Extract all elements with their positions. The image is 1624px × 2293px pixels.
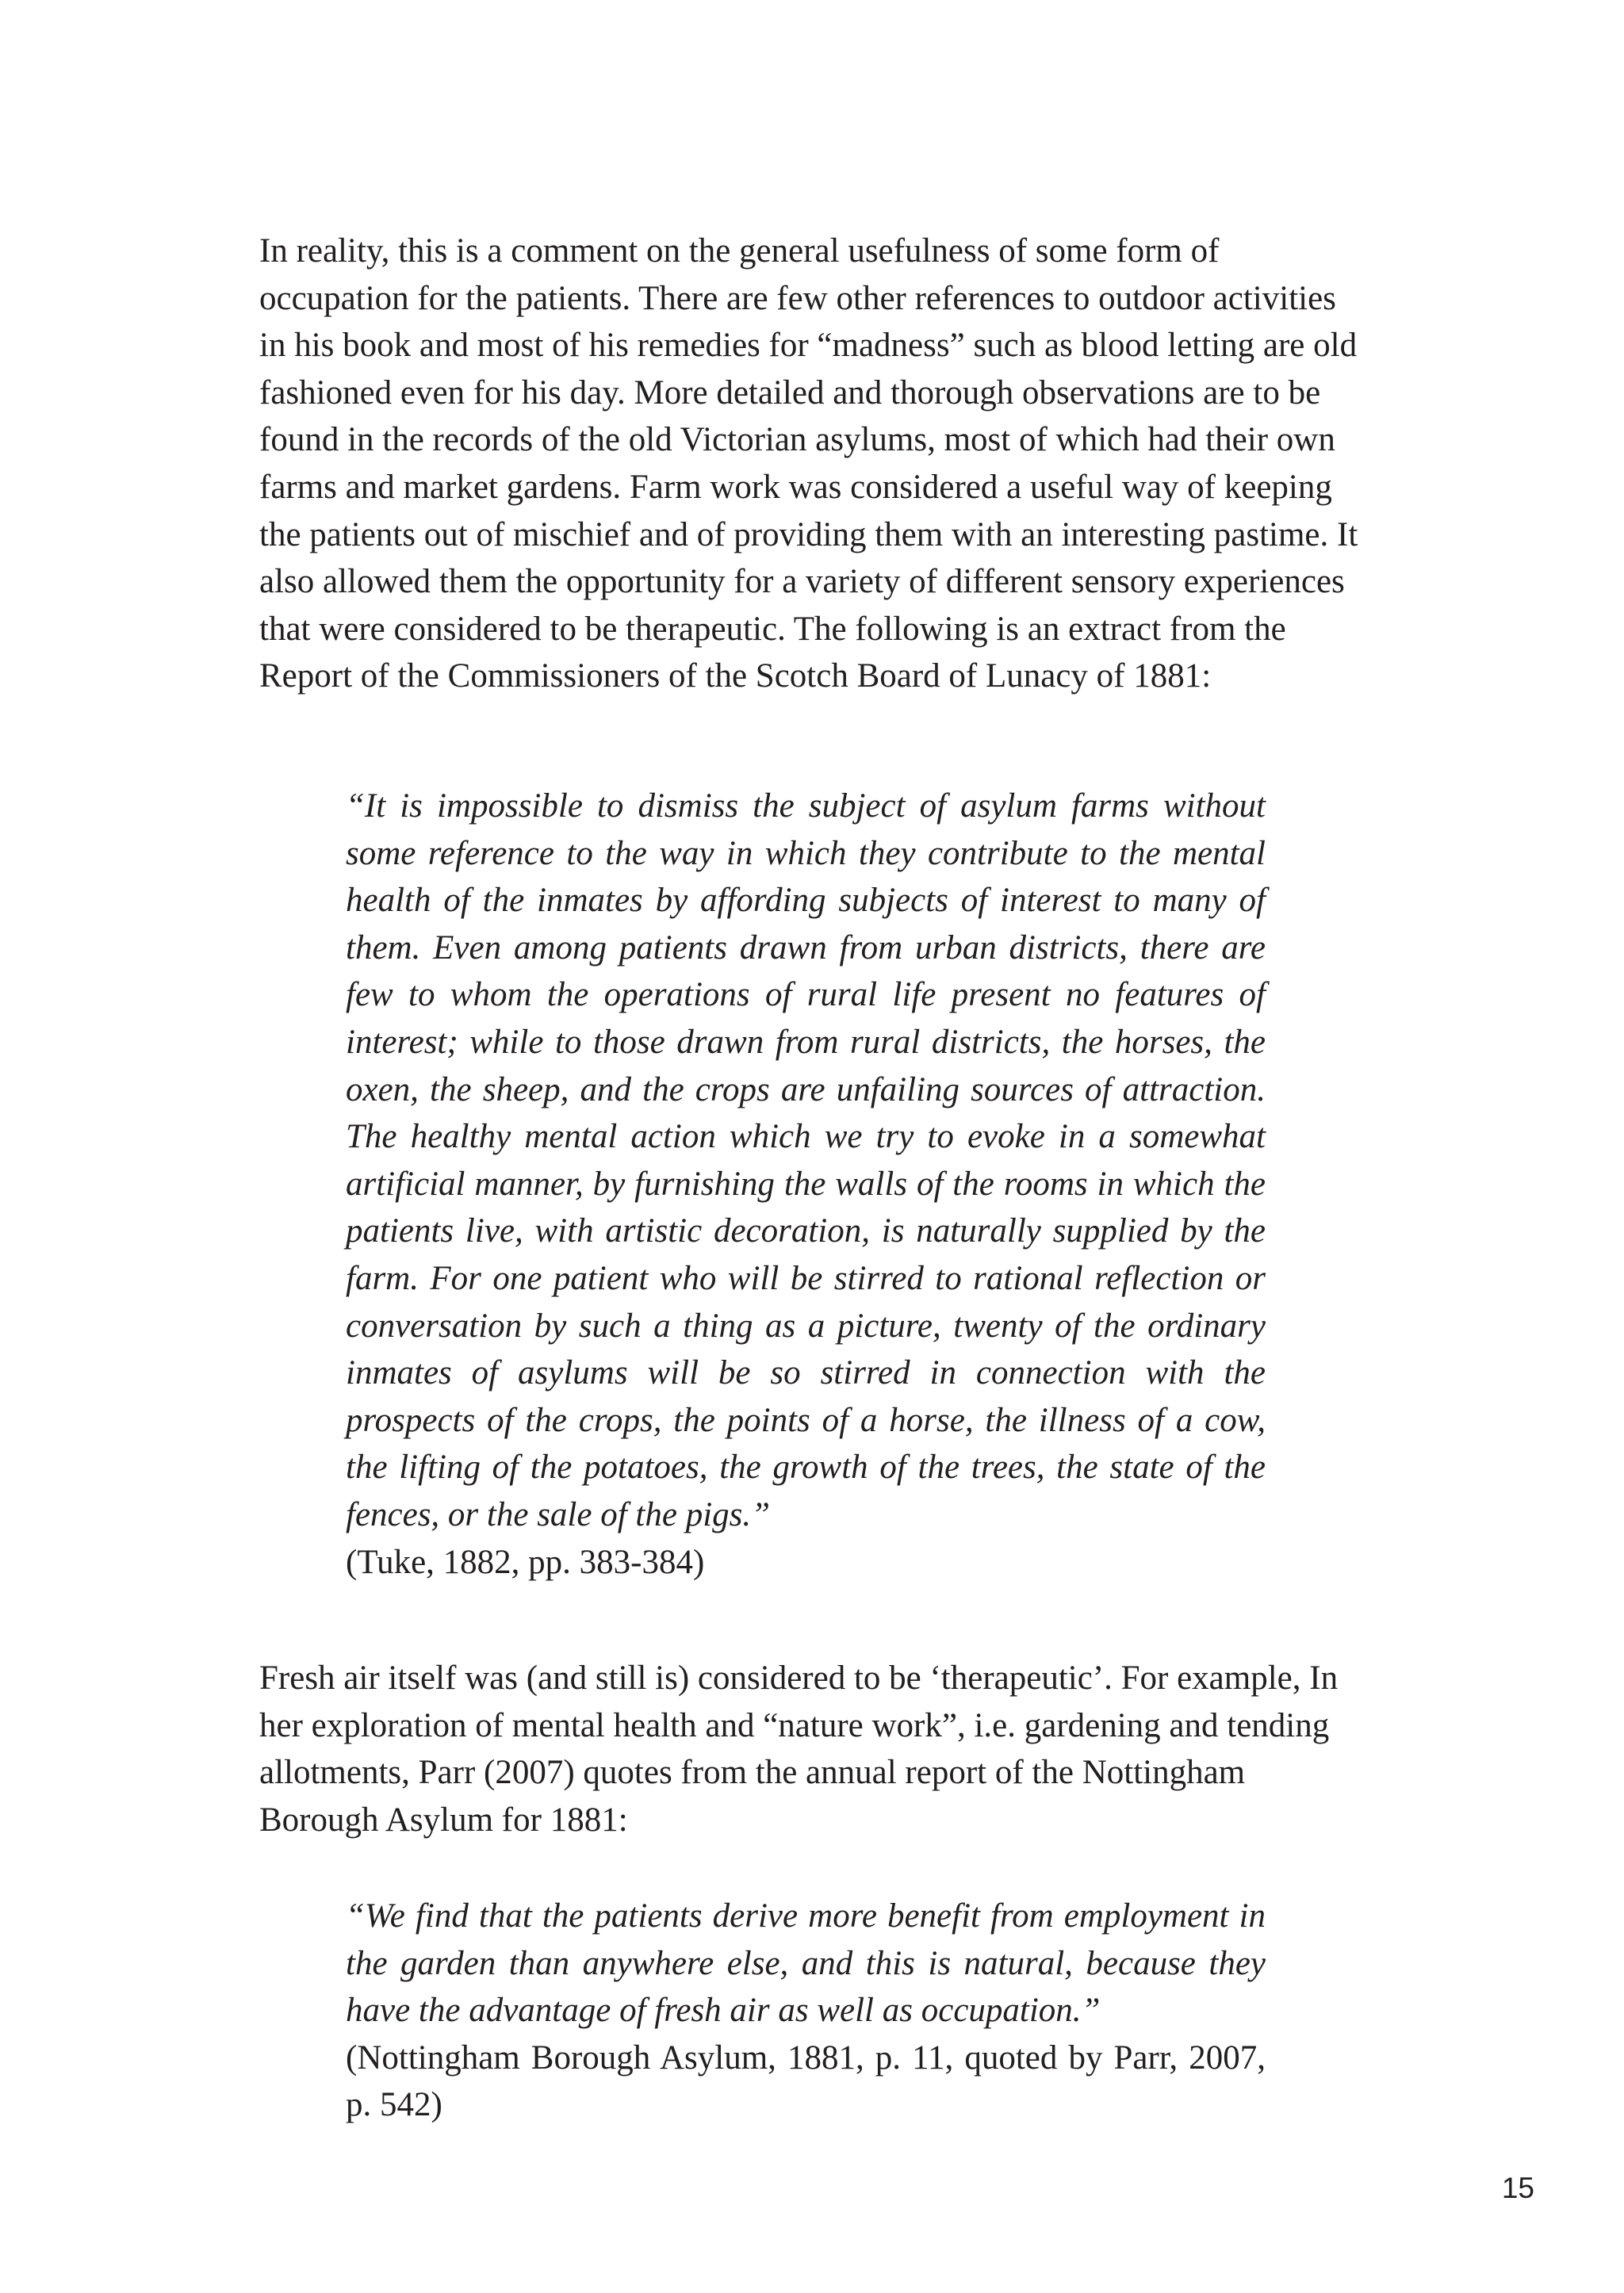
quote-2-citation: (Nottingham Borough Asylum, 1881, p. 11, quoted by Parr, 2007, p. 542) xyxy=(346,2038,1266,2124)
quote-1-citation: (Tuke, 1882, pp. 383-384) xyxy=(346,1543,705,1581)
block-quote-1 xyxy=(346,783,1266,1586)
quote-1-text: “It is impossible to dismiss the subject of asylum farms without some reference to the way in which they contribute to the mental health of the inmates by affording subjects of interest to many of them. Even among patients drawn from urban districts, there are few to whom the operations of rural life present no features of interest; while to those drawn from rural districts, the horses, the oxen, the sheep, and the crops are unfailing sources of attraction. The healthy mental action which we try to evoke in a somewhat artificial manner, by furnishing the walls of the rooms in which the patients live, with artistic decoration, is naturally supplied by the farm. For one patient who will be stirred to rational reflection or conversation by such a thing as a picture, twenty of the ordinary inmates of asylums will be so stirred in connection with the prospects of the crops, the points of a horse, the illness of a cow, the lifting of the potatoes, the growth of the trees, the state of the fences, or the sale of the pigs.” xyxy=(346,787,1266,1533)
body-paragraph-2: Fresh air itself was (and still is) considered to be ‘therapeutic’. For example, In her exploration of mental health and “nature work”, i.e. gardening and tending allotments, Parr (2007) quotes from the annual report of the Nottingham Borough Asylum for 1881: xyxy=(259,1659,1339,1839)
quote-2-text: “We find that the patients derive more benefit from employment in the garden than anywhere else, and this is natural, because they have the advantage of fresh air as well as occupation.” xyxy=(346,1897,1266,2030)
block-quote-2 xyxy=(346,1893,1266,2129)
page-number: 15 xyxy=(1501,2172,1534,2204)
body-paragraph-1: In reality, this is a comment on the general usefulness of some form of occupation for the patients. There are few other references to outdoor activities in his book and most of his remedies for “madness” such as blood letting are old fashioned even for his day. More detailed and thorough observations are to be found in the records of the old Victorian asylums, most of which had their own farms and market gardens. Farm work was considered a useful way of keeping the patients out of mischief and of providing them with an interesting pastime. It also allowed them the opportunity for a variety of different sensory experiences that were considered to be therapeutic. The following is an extract from the Report of the Commissioners of the Scotch Board of Lunacy of 1881: xyxy=(259,232,1358,695)
